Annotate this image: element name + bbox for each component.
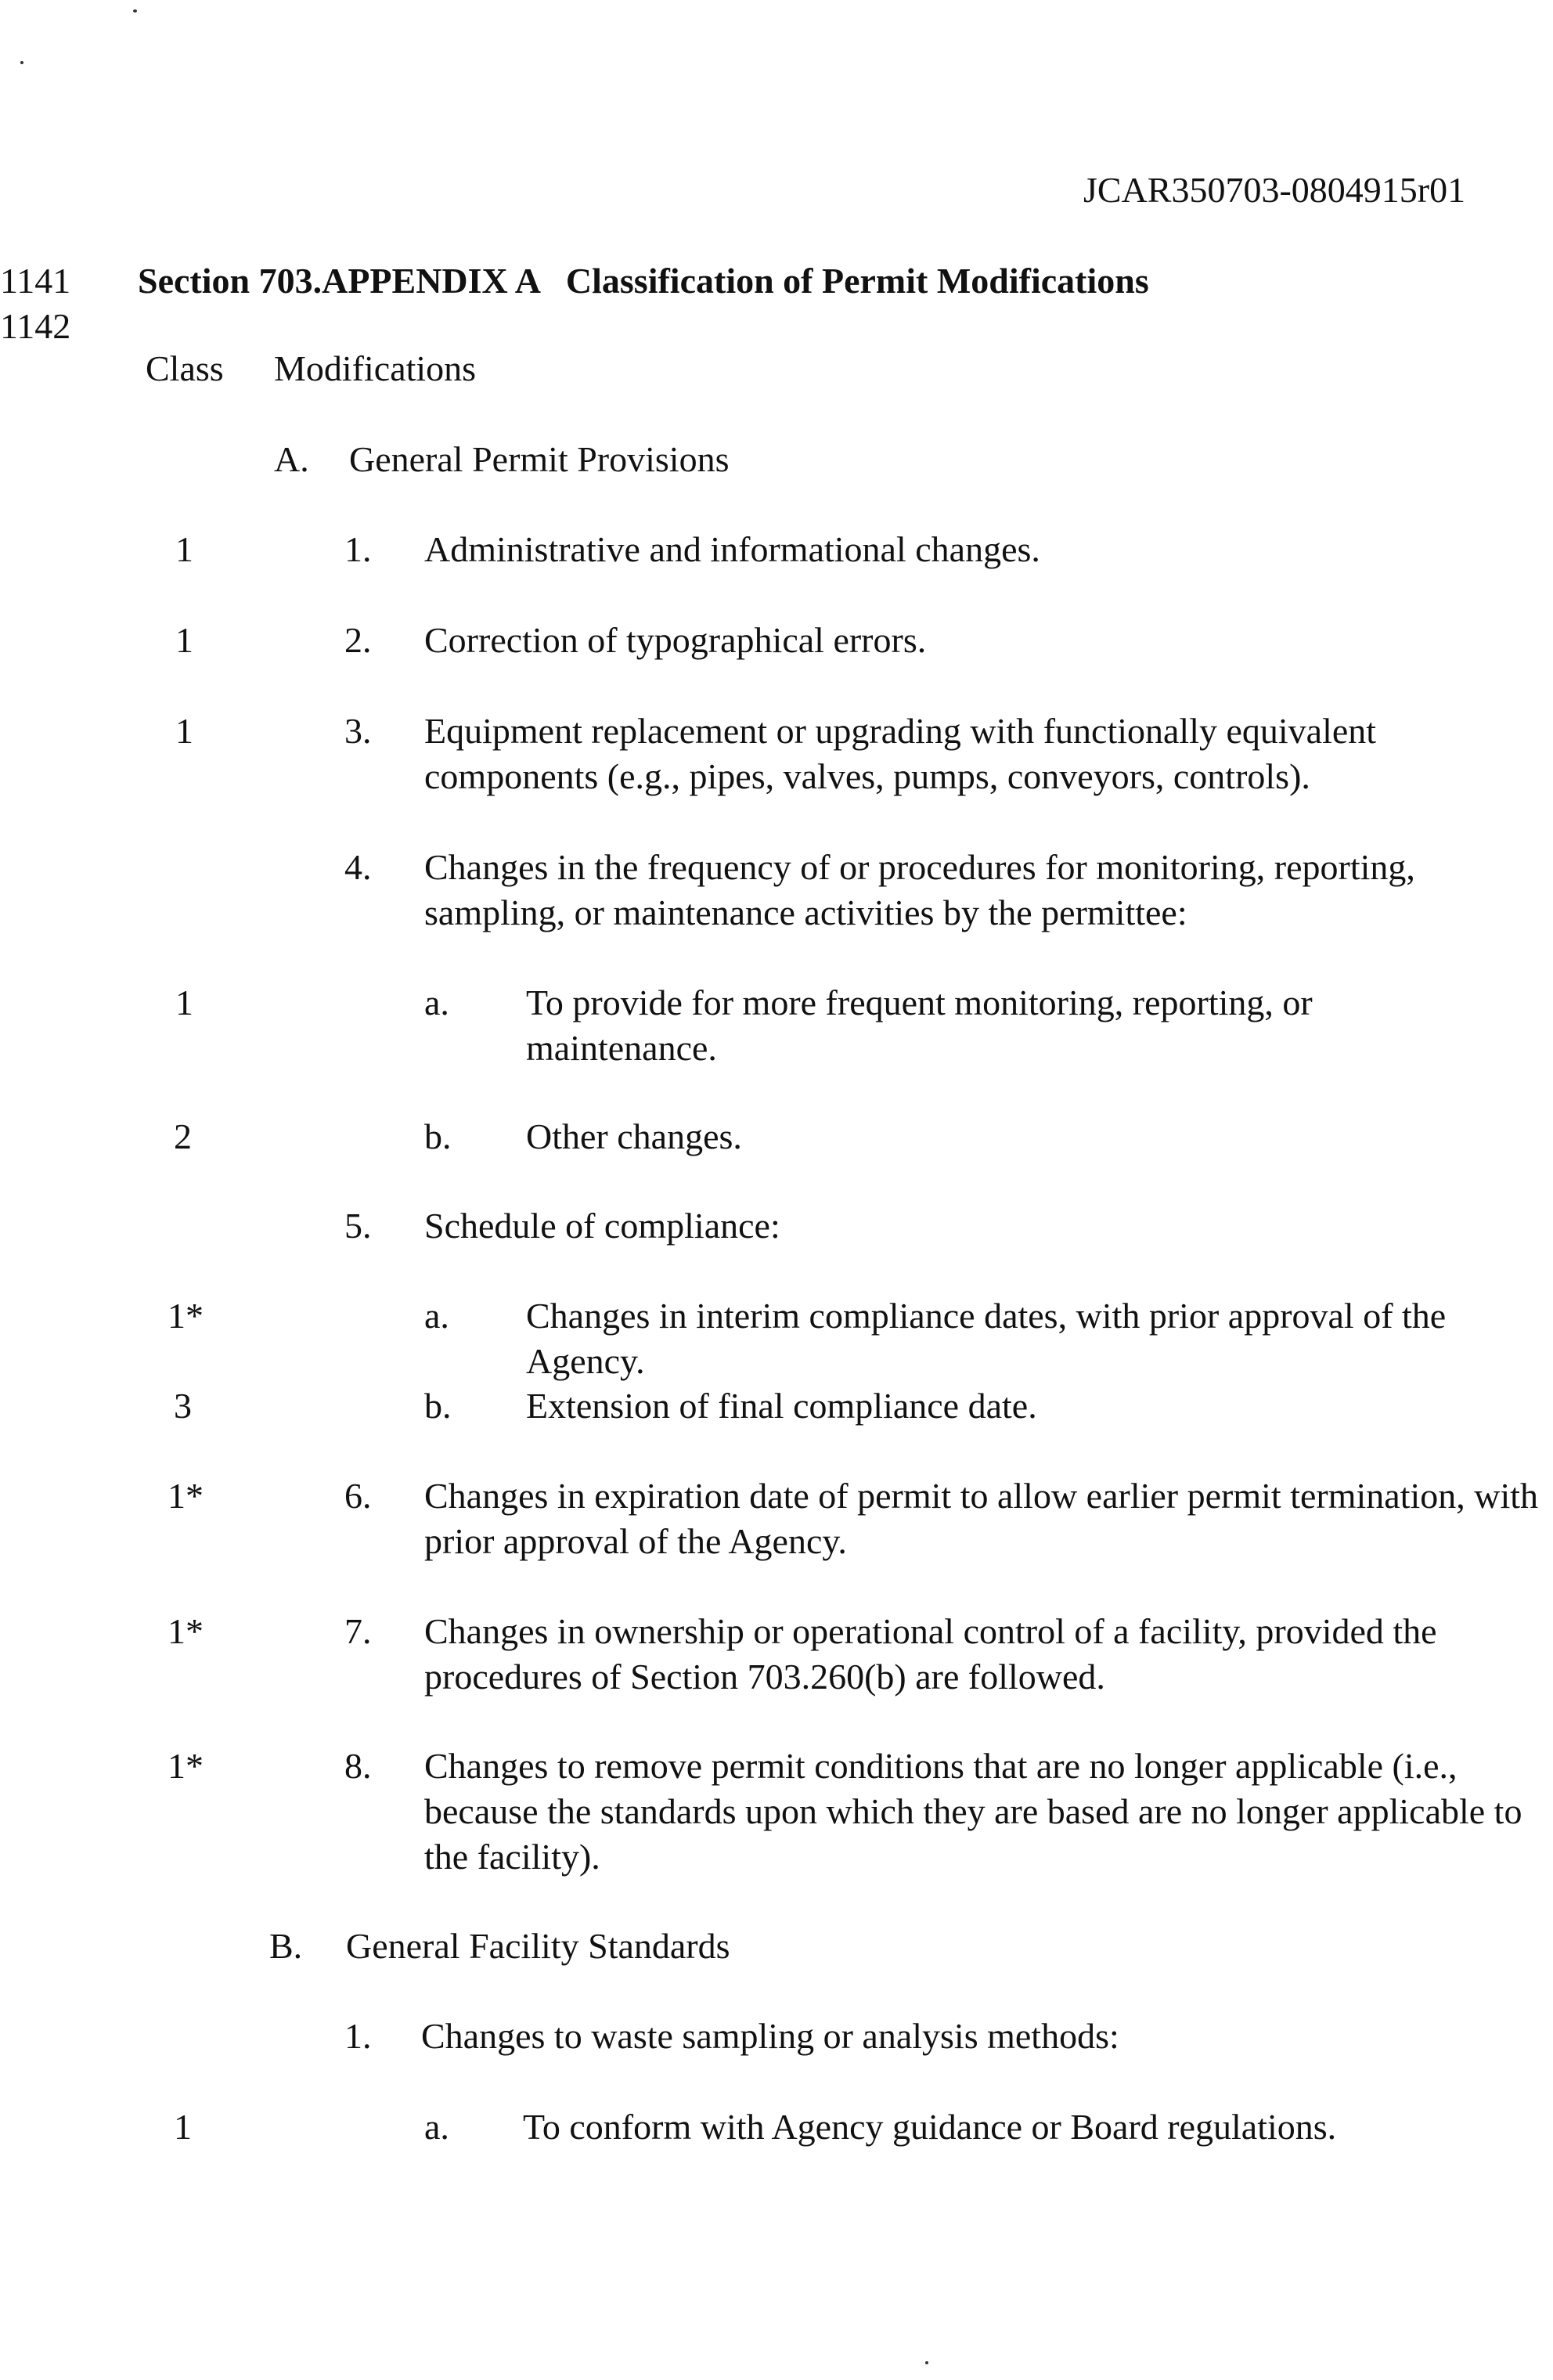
subsection-title: General Facility Standards [346,1926,730,1966]
class-value: 1* [168,1476,204,1516]
sub-item-letter: a. [424,1296,449,1336]
sub-item-text: Extension of final compliance date. [526,1386,1037,1426]
line-number: 1142 [0,306,71,346]
item-text: Changes in ownership or operational control of a facility, provided the procedures of Section 703.260(b) are followed. [424,1611,1437,1697]
item-text: Equipment replacement or upgrading with functionally equivalent components (e.g., pipes, valves, pumps, conveyors, controls). [424,711,1377,796]
sub-item-letter: a. [424,2107,449,2147]
scan-speck [133,9,137,13]
column-header-class: Class [146,348,224,388]
item-text: Changes in the frequency of or procedures for monitoring, reporting, sampling, or maintenance activities by the permittee: [424,847,1415,932]
class-value: 1 [175,711,193,751]
item-text: Schedule of compliance: [424,1206,780,1246]
item-number: 4. [344,847,372,887]
class-value: 3 [174,1386,192,1426]
class-value: 1* [168,1296,204,1336]
item-number: 5. [344,1206,372,1246]
document-id: JCAR350703-0804915r01 [1083,170,1466,210]
item-number: 2. [344,620,372,660]
scan-speck [925,2361,928,2364]
sub-item-letter: b. [424,1386,452,1426]
sub-item-text: To provide for more frequent monitoring, reporting, or maintenance. [526,983,1313,1068]
column-header-modifications: Modifications [274,348,477,388]
subsection-letter: B. [269,1926,303,1966]
item-number: 7. [344,1611,372,1651]
sub-item-text: To conform with Agency guidance or Board regulations. [523,2107,1337,2147]
class-value: 1 [175,983,193,1022]
sub-item-text: Other changes. [526,1116,742,1156]
item-number: 6. [344,1476,372,1516]
sub-item-text: Changes in interim compliance dates, with prior approval of the Agency. [526,1296,1447,1381]
class-value: 1* [168,1611,204,1651]
item-text: Changes in expiration date of permit to allow earlier permit termination, with prior approval of the Agency. [424,1476,1539,1561]
sub-item-letter: b. [424,1116,452,1156]
item-text: Administrative and informational changes. [424,529,1040,569]
class-value: 1 [174,2107,192,2147]
item-number: 1. [344,529,372,569]
scan-speck [20,61,23,64]
item-text: Changes to remove permit conditions that are no longer applicable (i.e., because the standards upon which they are based are no longer applicable to the facility). [424,1746,1522,1877]
section-title: Section 703.APPENDIX A Classification of Permit Modifications [138,261,1149,301]
subsection-title: General Permit Provisions [349,439,730,479]
class-value: 1* [168,1746,204,1786]
sub-item-letter: a. [424,983,449,1022]
item-number: 1. [344,2016,372,2056]
item-number: 3. [344,711,372,751]
class-value: 1 [175,620,193,660]
class-value: 1 [175,529,193,569]
subsection-letter: A. [274,439,309,479]
item-text: Changes to waste sampling or analysis methods: [421,2016,1119,2056]
item-number: 8. [344,1746,372,1786]
line-number: 1141 [0,261,71,301]
item-text: Correction of typographical errors. [424,620,927,660]
class-value: 2 [174,1116,192,1156]
